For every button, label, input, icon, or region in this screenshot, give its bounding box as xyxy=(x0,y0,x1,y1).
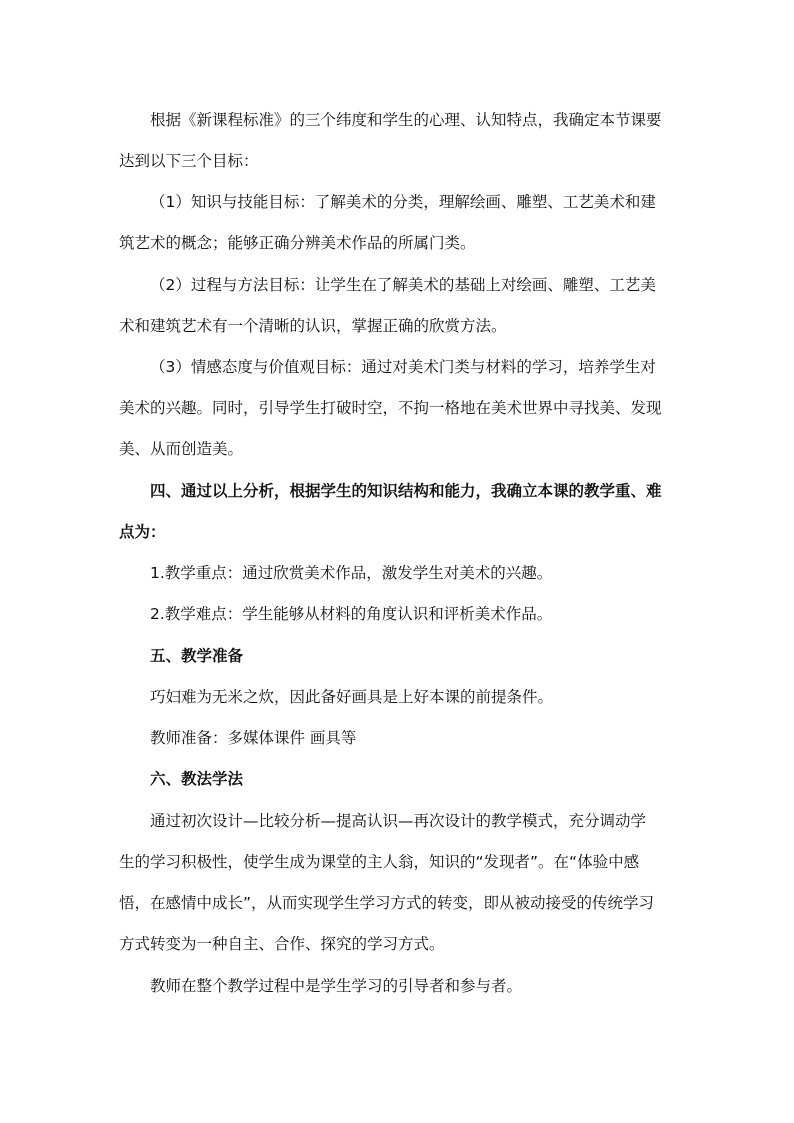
key-point: 1.教学重点：通过欣赏美术作品，激发学生对美术的兴趣。 xyxy=(150,564,553,582)
section-six-heading: 六、教法学法 xyxy=(150,770,244,788)
goal-emotion-line-1: （3）情感态度与价值观目标：通过对美术门类与材料的学习，培养学生对 xyxy=(150,358,656,376)
goal-process-line-1: （2）过程与方法目标：让学生在了解美术的基础上对绘画、雕塑、工艺美 xyxy=(150,276,656,294)
section-four-heading-line-2: 点为： xyxy=(119,523,166,541)
goal-knowledge-line-1: （1）知识与技能目标：了解美术的分类，理解绘画、雕塑、工艺美术和建 xyxy=(150,193,656,211)
method-paragraph-line-1: 通过初次设计—比较分析—提高认识—再次设计的教学模式，充分调动学 xyxy=(150,812,647,830)
teacher-preparation: 教师准备：多媒体课件 画具等 xyxy=(150,729,357,747)
method-paragraph-line-4: 方式转变为一种自主、合作、探究的学习方式。 xyxy=(119,935,445,953)
goal-emotion-line-3: 美、从而创造美。 xyxy=(119,440,244,458)
difficult-point: 2.教学难点：学生能够从材料的角度认识和评析美术作品。 xyxy=(150,605,553,623)
method-paragraph-line-2: 生的学习积极性，使学生成为课堂的主人翁，知识的“发现者”。在“体验中感 xyxy=(119,853,640,871)
goal-knowledge-line-2: 筑艺术的概念；能够正确分辨美术作品的所属门类。 xyxy=(119,234,476,252)
paragraph-goals-intro-line-1: 根据《新课程标准》的三个纬度和学生的心理、认知特点，我确定本节课要 xyxy=(150,111,662,129)
goal-emotion-line-2: 美术的兴趣。同时，引导学生打破时空，不拘一格地在美术世界中寻找美、发现 xyxy=(119,399,662,417)
paragraph-goals-intro-line-2: 达到以下三个目标： xyxy=(119,152,259,170)
preparation-text: 巧妇难为无米之炊，因此备好画具是上好本课的前提条件。 xyxy=(150,688,554,706)
method-paragraph-line-3: 悟，在感情中成长”，从而实现学生学习方式的转变，即从被动接受的传统学习 xyxy=(119,894,655,912)
section-five-heading: 五、教学准备 xyxy=(150,647,244,665)
goal-process-line-2: 术和建筑艺术有一个清晰的认识，掌握正确的欣赏方法。 xyxy=(119,317,507,335)
section-four-heading-line-1: 四、通过以上分析，根据学生的知识结构和能力，我确立本课的教学重、难 xyxy=(150,482,662,500)
teacher-role-text: 教师在整个教学过程中是学生学习的引导者和参与者。 xyxy=(150,977,523,995)
